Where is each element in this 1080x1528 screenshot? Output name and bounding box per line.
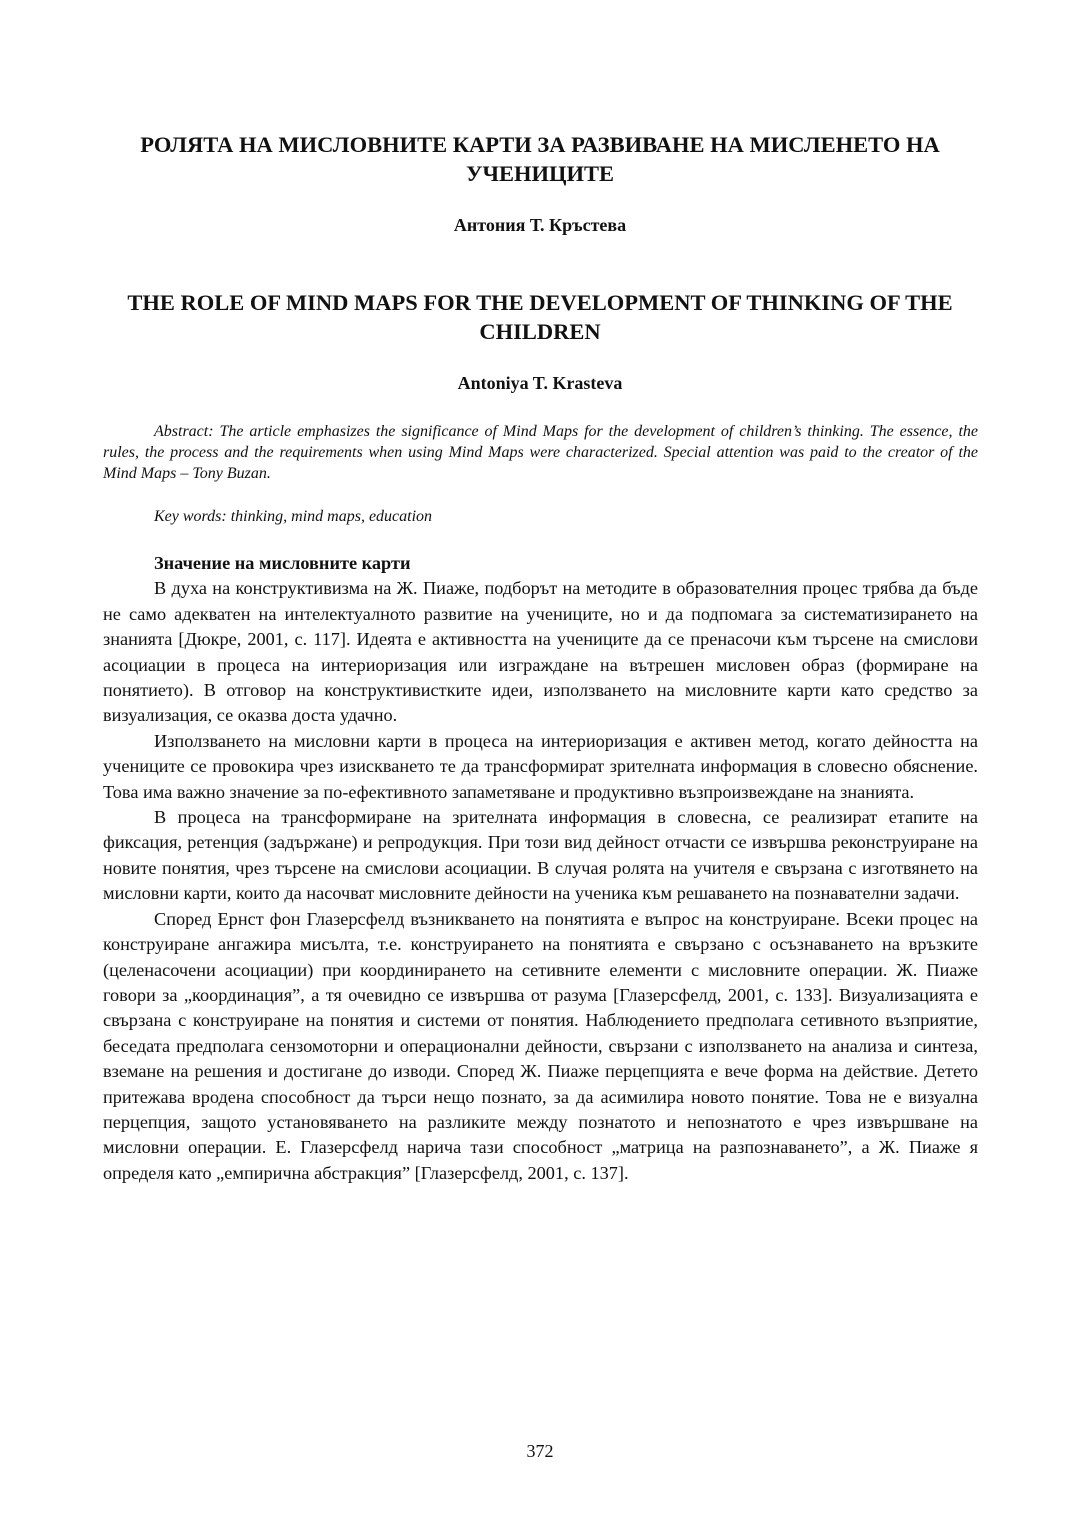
author-bulgarian: Антония Т. Кръстева	[453, 215, 627, 235]
paragraph-4: Според Ернст фон Глазерсфелд възникването на понятията е въпрос на конструиране. Всеки процес на конструиране ангажира мисълта, т.е. конструирането на понятията е свързано с осъзнаването на връзките (целенасочени асоциации) при координирането на сетивните елементи с мисловните операции. Ж. Пиаже говори за „координация”, а тя очевидно се извършва от разума [Глазерсфелд, 2001, с. 133]. Визуализацията е свързана с конструиране на понятия и системи от понятия. Наблюдението предполага сетивното възприятие, беседата предполага сензомоторни и операционални дейности, свързани с използването на анализа и синтеза, вземане на решения и достигане до изводи. Според Ж. Пиаже перцепцията е вече форма на действие. Детето притежава вродена способност да търси нещо познато, за да асимилира новото понятие. Това не е визуална перцепция, защото установяването на разликите между познатото и непознатото е чрез извършване на мисловни операции. Е. Глазерсфелд нарича тази способност „матрица на разпознаването”, а Ж. Пиаже я определя като „емпирична абстракция” [Глазерсфелд, 2001, с. 137].	[103, 908, 978, 1183]
title-bulgarian: РОЛЯТА НА МИСЛОВНИТЕ КАРТИ ЗА РАЗВИВАНЕ НА МИСЛЕНЕТО НА УЧЕНИЦИТЕ	[140, 132, 940, 186]
abstract: Abstract: The article emphasizes the significance of Mind Maps for the development of children’s thinking. The essence, the rules, the process and the requirements when using Mind Maps were characterized. Special attention was paid to the creator of the Mind Maps – Tony Buzan.	[103, 423, 978, 482]
paragraph-3: В процеса на трансформиране на зрителната информация в словесна, се реализират етапите на фиксация, ретенция (задържане) и репродукция. При този вид дейност отчасти се извършва реконструиране на новите понятия, чрез търсене на смислови асоциации. В случая ролята на учителя е свързана с изготвянето на мисловни карти, които да насочват мисловните дейности на ученика към решаването на познавателни задачи.	[103, 807, 978, 904]
section-heading: Значение на мисловните карти	[154, 553, 411, 573]
paragraph-1: В духа на конструктивизма на Ж. Пиаже, подборът на методите в образователния процес трябва да бъде не само адекватен на интелектуалното развитие на учениците, но и да подпомага за систематизирането на знанията [Дюкре, 2001, с. 117]. Идеята е активността на учениците да се пренасочи към търсене на смислови асоциации в процеса на интериоризация или изграждане на вътрешен мисловен образ (формиране на понятието). В отговор на конструктивистките идеи, използването на мисловните карти като средство за визуализация, се оказва доста удачно.	[103, 578, 978, 726]
author-english: Antoniya T. Krasteva	[457, 373, 623, 393]
body-text	[103, 551, 978, 1186]
title-english: THE ROLE OF MIND MAPS FOR THE DEVELOPMENT OF THINKING OF THE CHILDREN	[127, 290, 953, 344]
keywords: Key words: thinking, mind maps, education	[154, 508, 433, 525]
paragraph-2: Използването на мисловни карти в процеса на интериоризация е активен метод, когато дейността на учениците се провокира чрез изискването те да трансформират зрителната информация в словесно обяснение. Това има важно значение за по-ефективното запаметяване и продуктивно възпроизвеждане на знанията.	[103, 730, 978, 802]
page-number: 372	[526, 1441, 554, 1461]
